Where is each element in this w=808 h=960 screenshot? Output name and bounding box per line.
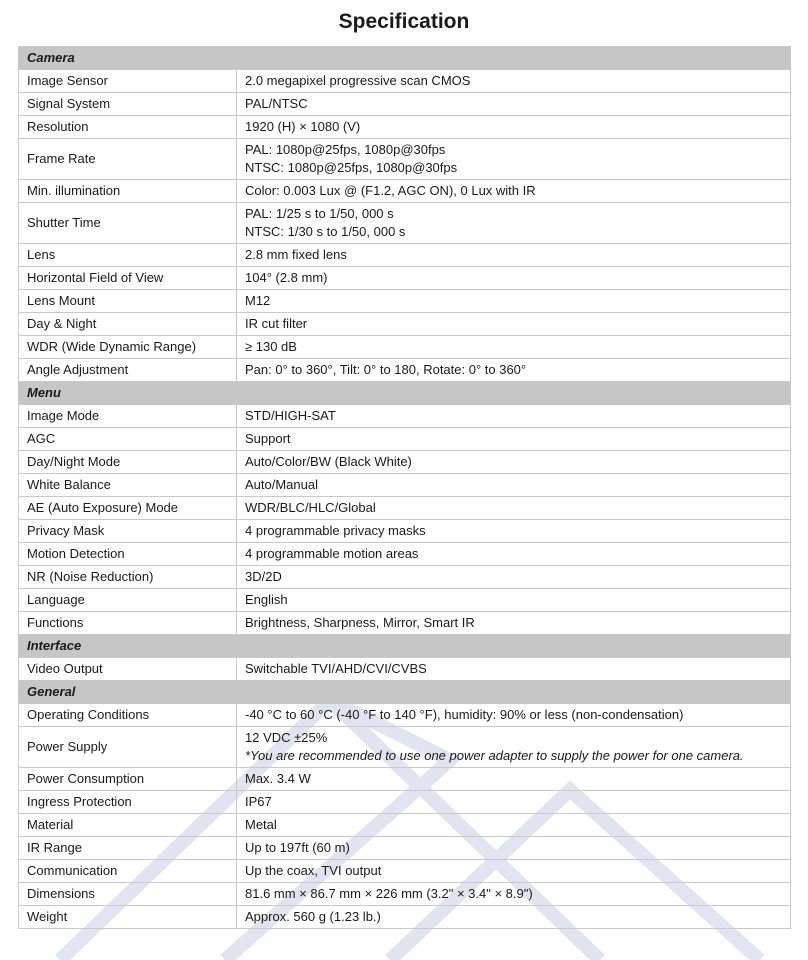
table-row xyxy=(19,883,791,906)
table-row xyxy=(19,497,791,520)
value-line: 1920 (H) × 1080 (V) xyxy=(245,119,361,134)
row-value xyxy=(237,139,791,180)
row-label: Motion Detection xyxy=(19,543,237,566)
row-value xyxy=(237,814,791,837)
table-row xyxy=(19,116,791,139)
row-label: Power Consumption xyxy=(19,768,237,791)
section-header-menu xyxy=(19,382,791,405)
table-row xyxy=(19,139,791,180)
row-label: WDR (Wide Dynamic Range) xyxy=(19,336,237,359)
row-label: AGC xyxy=(19,428,237,451)
section-title: Interface xyxy=(19,635,791,658)
table-row xyxy=(19,451,791,474)
value-line: 4 programmable privacy masks xyxy=(245,523,426,538)
row-value xyxy=(237,520,791,543)
row-value xyxy=(237,791,791,814)
value-line: PAL/NTSC xyxy=(245,96,308,111)
value-line: Auto/Manual xyxy=(245,477,318,492)
table-row xyxy=(19,566,791,589)
value-line: IP67 xyxy=(245,794,272,809)
table-row xyxy=(19,837,791,860)
row-label: Weight xyxy=(19,906,237,929)
table-row xyxy=(19,474,791,497)
row-label: Functions xyxy=(19,612,237,635)
row-value xyxy=(237,336,791,359)
value-line: Max. 3.4 W xyxy=(245,771,311,786)
row-value xyxy=(237,290,791,313)
value-line: M12 xyxy=(245,293,271,308)
table-row xyxy=(19,359,791,382)
value-line: Pan: 0° to 360°, Tilt: 0° to 180, Rotate: 0° to 360° xyxy=(245,362,527,377)
row-value xyxy=(237,180,791,203)
table-row xyxy=(19,612,791,635)
table-row xyxy=(19,704,791,727)
specification-table xyxy=(18,46,791,929)
table-row xyxy=(19,814,791,837)
value-line: 2.8 mm fixed lens xyxy=(245,247,347,262)
table-row xyxy=(19,313,791,336)
row-label: Material xyxy=(19,814,237,837)
table-row xyxy=(19,428,791,451)
row-value xyxy=(237,203,791,244)
value-line: WDR/BLC/HLC/Global xyxy=(245,500,376,515)
row-label: Language xyxy=(19,589,237,612)
value-line: 4 programmable motion areas xyxy=(245,546,419,561)
row-label: Min. illumination xyxy=(19,180,237,203)
row-value xyxy=(237,244,791,267)
value-line: PAL: 1/25 s to 1/50, 000 s xyxy=(245,206,394,221)
row-label: Communication xyxy=(19,860,237,883)
row-label: Dimensions xyxy=(19,883,237,906)
row-value xyxy=(237,768,791,791)
row-label: Angle Adjustment xyxy=(19,359,237,382)
value-line: PAL: 1080p@25fps, 1080p@30fps xyxy=(245,142,446,157)
section-header-general xyxy=(19,681,791,704)
row-value xyxy=(237,566,791,589)
row-label: Horizontal Field of View xyxy=(19,267,237,290)
value-line: Metal xyxy=(245,817,277,832)
row-label: Shutter Time xyxy=(19,203,237,244)
value-line: 81.6 mm × 86.7 mm × 226 mm (3.2" × 3.4" × 8.9") xyxy=(245,886,533,901)
table-row xyxy=(19,658,791,681)
row-value xyxy=(237,658,791,681)
value-line: English xyxy=(245,592,288,607)
row-value xyxy=(237,313,791,336)
value-line: Support xyxy=(245,431,291,446)
table-row xyxy=(19,336,791,359)
section-header-interface xyxy=(19,635,791,658)
row-label: White Balance xyxy=(19,474,237,497)
row-value xyxy=(237,860,791,883)
row-label: Lens Mount xyxy=(19,290,237,313)
row-value xyxy=(237,837,791,860)
table-row xyxy=(19,589,791,612)
row-label: Power Supply xyxy=(19,727,237,768)
table-row xyxy=(19,180,791,203)
row-value xyxy=(237,267,791,290)
value-line: NTSC: 1/30 s to 1/50, 000 s xyxy=(245,224,406,239)
value-line: 3D/2D xyxy=(245,569,282,584)
row-value xyxy=(237,589,791,612)
row-label: Frame Rate xyxy=(19,139,237,180)
row-value xyxy=(237,451,791,474)
value-line: Color: 0.003 Lux @ (F1.2, AGC ON), 0 Lux with IR xyxy=(245,183,536,198)
value-line: Up the coax, TVI output xyxy=(245,863,382,878)
row-value xyxy=(237,704,791,727)
value-line: Switchable TVI/AHD/CVI/CVBS xyxy=(245,661,427,676)
table-row xyxy=(19,203,791,244)
table-row xyxy=(19,906,791,929)
table-row xyxy=(19,405,791,428)
row-value xyxy=(237,612,791,635)
row-label: Lens xyxy=(19,244,237,267)
value-line: NTSC: 1080p@25fps, 1080p@30fps xyxy=(245,160,458,175)
row-label: Video Output xyxy=(19,658,237,681)
section-title: Camera xyxy=(19,47,791,70)
row-label: AE (Auto Exposure) Mode xyxy=(19,497,237,520)
row-label: Image Sensor xyxy=(19,70,237,93)
value-note: *You are recommended to use one power adapter to supply the power for one camera. xyxy=(245,748,744,763)
section-title: General xyxy=(19,681,791,704)
row-value xyxy=(237,70,791,93)
table-row xyxy=(19,727,791,768)
row-label: Privacy Mask xyxy=(19,520,237,543)
row-label: NR (Noise Reduction) xyxy=(19,566,237,589)
row-value xyxy=(237,543,791,566)
table-row xyxy=(19,543,791,566)
table-row xyxy=(19,70,791,93)
row-label: Image Mode xyxy=(19,405,237,428)
value-line: Up to 197ft (60 m) xyxy=(245,840,350,855)
row-label: Resolution xyxy=(19,116,237,139)
row-value xyxy=(237,428,791,451)
value-line: Approx. 560 g (1.23 lb.) xyxy=(245,909,381,924)
value-line: 12 VDC ±25% xyxy=(245,730,328,745)
row-label: IR Range xyxy=(19,837,237,860)
row-value xyxy=(237,474,791,497)
table-row xyxy=(19,860,791,883)
page-title: Specification xyxy=(338,10,470,33)
table-row xyxy=(19,290,791,313)
table-row xyxy=(19,93,791,116)
row-value xyxy=(237,883,791,906)
row-value xyxy=(237,906,791,929)
section-title: Menu xyxy=(19,382,791,405)
table-row xyxy=(19,267,791,290)
row-label: Operating Conditions xyxy=(19,704,237,727)
row-value xyxy=(237,727,791,768)
row-value xyxy=(237,405,791,428)
table-row xyxy=(19,791,791,814)
row-value xyxy=(237,116,791,139)
section-header-camera xyxy=(19,47,791,70)
value-line: IR cut filter xyxy=(245,316,308,331)
row-label: Signal System xyxy=(19,93,237,116)
row-value xyxy=(237,497,791,520)
row-label: Day/Night Mode xyxy=(19,451,237,474)
row-label: Day & Night xyxy=(19,313,237,336)
row-value xyxy=(237,93,791,116)
row-value xyxy=(237,359,791,382)
table-row xyxy=(19,244,791,267)
value-line: Auto/Color/BW (Black White) xyxy=(245,454,412,469)
value-line: 2.0 megapixel progressive scan CMOS xyxy=(245,73,471,88)
value-line: ≥ 130 dB xyxy=(245,339,297,354)
value-line: 104° (2.8 mm) xyxy=(245,270,328,285)
value-line: Brightness, Sharpness, Mirror, Smart IR xyxy=(245,615,475,630)
table-row xyxy=(19,520,791,543)
table-row xyxy=(19,768,791,791)
value-line: -40 °C to 60 °C (-40 °F to 140 °F), humidity: 90% or less (non-condensation) xyxy=(245,707,684,722)
row-label: Ingress Protection xyxy=(19,791,237,814)
value-line: STD/HIGH-SAT xyxy=(245,408,336,423)
